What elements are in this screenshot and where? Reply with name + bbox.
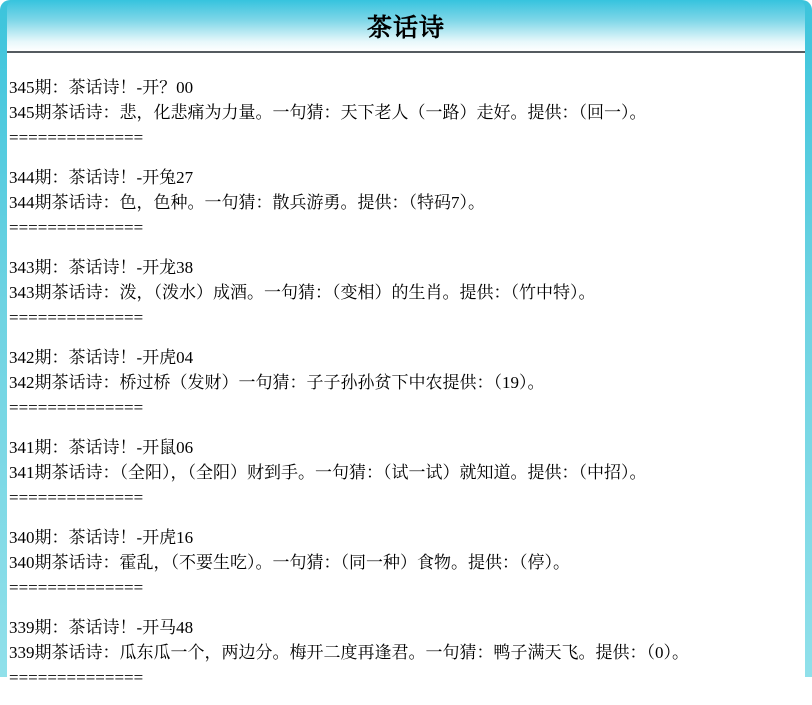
entry-separator: ============== <box>9 578 144 597</box>
entry-separator: ============== <box>9 128 144 147</box>
page-header <box>7 0 805 53</box>
entry-separator: ============== <box>9 308 144 327</box>
entry-title-line: 345期：茶话诗！-开？00 <box>9 78 194 97</box>
entry <box>9 165 801 240</box>
entries-list <box>7 53 805 705</box>
entry-poem-line: 343期茶话诗：泼，（泼水）成酒。一句猜：（变相）的生肖。提供：（竹中特）。 <box>9 283 596 302</box>
entry <box>9 255 801 330</box>
entry-poem-line: 341期茶话诗：（全阳），（全阳）财到手。一句猜：（试一试）就知道。提供：（中招）。 <box>9 463 647 482</box>
entry <box>9 525 801 600</box>
entry-separator: ============== <box>9 218 144 237</box>
entry <box>9 345 801 420</box>
entry-poem-line: 340期茶话诗：霍乱，（不要生吃）。一句猜：（同一种）食物。提供：（停）。 <box>9 553 570 572</box>
entry-poem-line: 344期茶话诗：色，色种。一句猜：散兵游勇。提供：（特码7）。 <box>9 193 485 212</box>
entry-title-line: 340期：茶话诗！-开虎16 <box>9 528 194 547</box>
entry-title-line: 342期：茶话诗！-开虎04 <box>9 348 194 367</box>
page-inner <box>7 0 805 687</box>
entry-separator: ============== <box>9 668 144 687</box>
entry-title-line: 344期：茶话诗！-开兔27 <box>9 168 194 187</box>
entry-separator: ============== <box>9 398 144 417</box>
page-title: 茶话诗 <box>366 13 445 42</box>
entry-poem-line: 345期茶话诗：悲，化悲痛为力量。一句猜：天下老人（一路）走好。提供：（回一）。 <box>9 103 647 122</box>
entry-title-line: 339期：茶话诗！-开马48 <box>9 618 194 637</box>
entry-poem-line: 339期茶话诗：瓜东瓜一个，两边分。梅开二度再逢君。一句猜：鸭子满天飞。提供：（0）。 <box>9 643 689 662</box>
entry <box>9 75 801 150</box>
entry-separator: ============== <box>9 488 144 507</box>
entry <box>9 615 801 690</box>
entry-title-line: 341期：茶话诗！-开鼠06 <box>9 438 194 457</box>
entry-title-line: 343期：茶话诗！-开龙38 <box>9 258 194 277</box>
entry-poem-line: 342期茶话诗：桥过桥（发财）一句猜：子子孙孙贫下中农提供：（19）。 <box>9 373 545 392</box>
entry <box>9 435 801 510</box>
